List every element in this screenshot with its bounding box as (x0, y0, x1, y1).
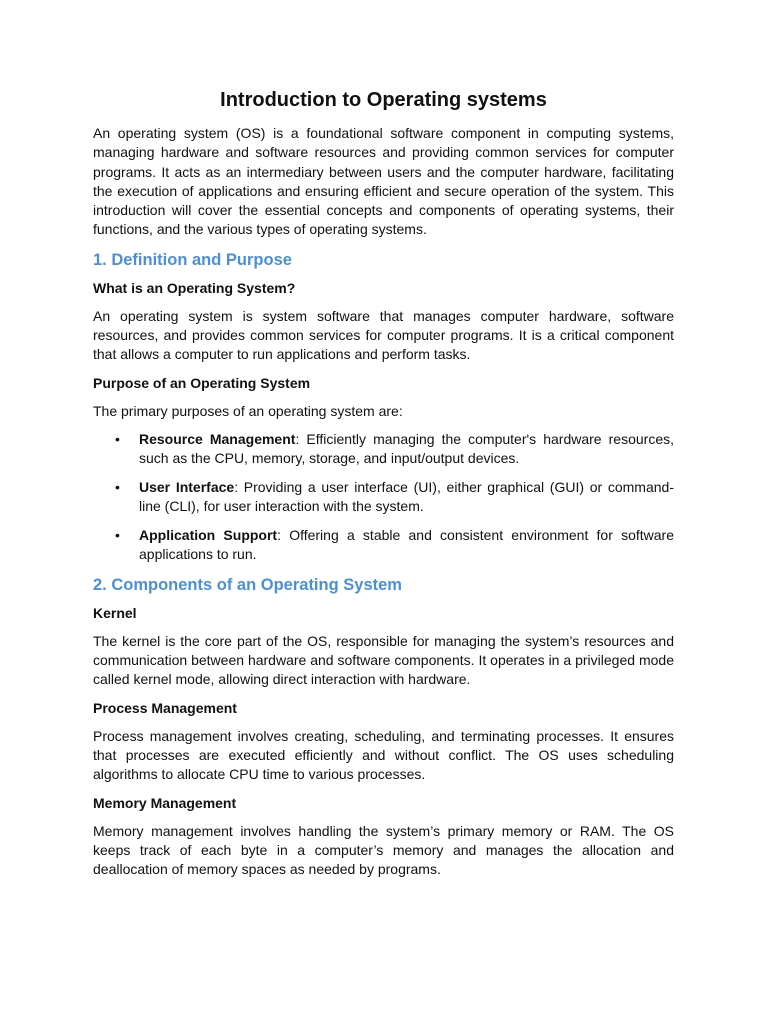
list-item-text: : Offering a stable and consistent environment for software applications to run. (139, 527, 675, 563)
document-page (93, 86, 674, 888)
purpose-intro-paragraph: The primary purposes of an operating system are: (93, 402, 403, 419)
process-management-heading: Process Management (93, 699, 237, 716)
kernel-heading: Kernel (93, 604, 137, 621)
bullet-icon: • (115, 479, 120, 496)
bullet-icon: • (115, 527, 120, 544)
list-item (115, 478, 674, 517)
purpose-list (93, 430, 674, 565)
list-item (115, 430, 674, 469)
list-item-text: : Efficiently managing the computer's hardware resources, such as the CPU, memory, storage, and input/output devices. (139, 430, 674, 467)
memory-management-heading: Memory Management (93, 794, 237, 811)
what-is-os-heading: What is an Operating System? (93, 279, 296, 296)
bullet-icon: • (115, 430, 120, 447)
list-item-term: User Interface (139, 479, 235, 496)
intro-paragraph: An operating system (OS) is a foundational software component in computing systems, managing hardware and software resources and providing common services for computer programs. It acts as an intermediary between users and the computer hardware, facilitating the execution of applications and ensuring efficient and secure operation of the system. This introduction will cover the essential concepts and components of operating systems, their functions, and the various types of operating systems. (93, 125, 674, 238)
process-management-paragraph: Process management involves creating, scheduling, and terminating processes. It ensures that processes are executed efficiently and without conflict. The OS uses scheduling algorithms to allocate CPU time to various processes. (93, 727, 674, 783)
memory-management-paragraph: Memory management involves handling the system’s primary memory or RAM. The OS keeps track of each byte in a computer’s memory and manages the allocation and deallocation of memory spaces as needed by programs. (93, 822, 674, 878)
section-2-heading: 2. Components of an Operating System (93, 575, 402, 594)
section-1-heading: 1. Definition and Purpose (93, 250, 292, 269)
list-item-term: Resource Management (139, 430, 296, 447)
what-is-os-paragraph: An operating system is system software that manages computer hardware, software resources, and provides common services for computer programs. It is a critical component that allows a computer to run applications and perform tasks. (93, 307, 674, 363)
list-item-term: Application Support (139, 527, 278, 544)
purpose-heading: Purpose of an Operating System (93, 374, 311, 391)
kernel-paragraph: The kernel is the core part of the OS, responsible for managing the system’s resources and communication between hardware and software components. It operates in a privileged mode called kernel mode, allowing direct interaction with hardware. (93, 632, 674, 688)
list-item-text: : Providing a user interface (UI), either graphical (GUI) or command-line (CLI), for user interaction with the system. (139, 479, 674, 515)
document-title: Introduction to Operating systems (220, 89, 547, 111)
list-item (115, 526, 675, 565)
